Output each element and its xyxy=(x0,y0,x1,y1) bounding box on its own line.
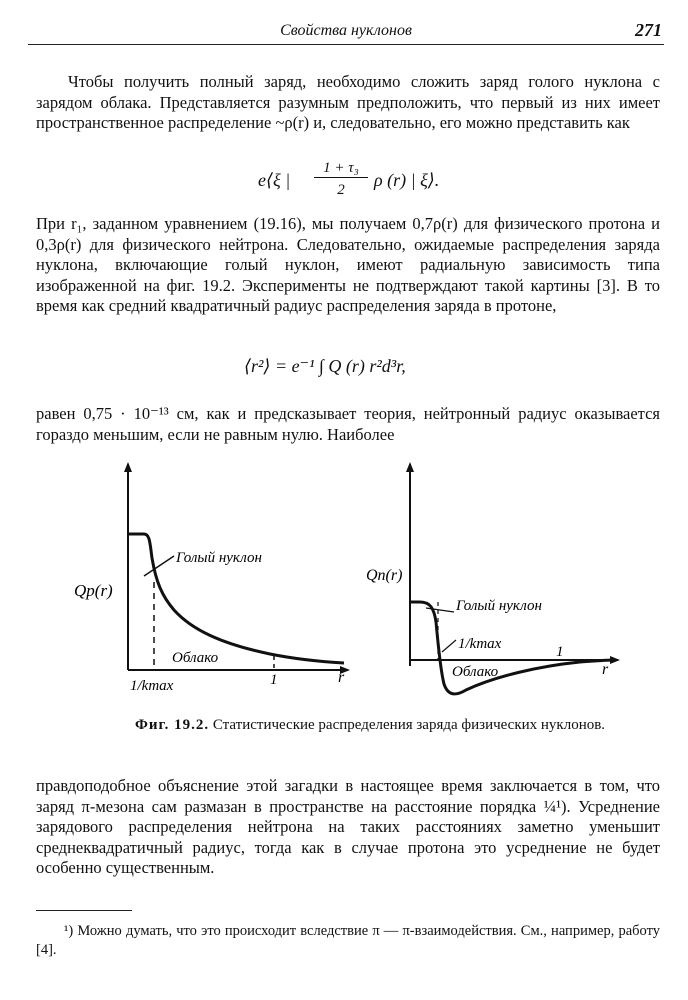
right-kmax-pointer xyxy=(442,640,456,652)
paragraph-1: Чтобы получить полный заряд, необходимо сложить заряд голого нуклона с зарядом облака. Представляется разумным предположить, что первый из них имеет пространственное распределение ~ρ(r) и, следовательно, его можно представить как xyxy=(36,72,660,132)
right-kmax-tick: 1/kmax xyxy=(458,636,502,652)
equation-1-suffix: ρ (r) | ξ⟩. xyxy=(374,170,440,190)
left-bare-pointer xyxy=(144,556,174,576)
left-y-arrow xyxy=(124,462,132,472)
proton-chart xyxy=(74,462,350,694)
right-ylabel: Qn(r) xyxy=(366,567,403,584)
left-ylabel: Qp(r) xyxy=(74,581,113,600)
footnote-rule xyxy=(36,910,132,911)
left-unit-tick: 1 xyxy=(270,672,278,688)
left-kmax-tick: 1/kmax xyxy=(130,678,174,694)
right-bare-label: Голый нуклон xyxy=(456,598,542,614)
figure-caption xyxy=(130,716,610,734)
paragraph-4: правдоподобное объяснение этой загадки в настоящее время заключается в том, что заряд π-мезона сам размазан в пространстве на расстояние порядка ¼¹). Усреднение зарядового распределения нейтрона на таких расстояниях заметно уменьшит среднеквадратичный радиус, тогда как в случае протона это усреднение не будет особенно существенным. xyxy=(36,776,660,877)
equation-1-denominator: 2 xyxy=(337,182,345,198)
running-title: Свойства нуклонов xyxy=(280,22,412,39)
neutron-chart xyxy=(366,462,620,694)
left-xlabel: r xyxy=(338,669,345,686)
left-bare-label: Голый нуклон xyxy=(176,550,262,566)
neutron-charge-curve xyxy=(410,602,614,694)
equation-1-prefix: e⟨ξ | xyxy=(258,170,291,190)
footnote: ¹) Можно думать, что это происходит вследствие π — π-взаимодействия. См., например, работу [4]. xyxy=(36,923,660,958)
page-header xyxy=(28,18,664,45)
paragraph-2: При r₁, заданном уравнением (19.16), мы получаем 0,7ρ(r) для физического протона и 0,3ρ(r) для физического нейтрона. Следовательно, ожидаемые распределения заряда нуклона, включающие голый нуклон, имеют радиальную зависимость типа изображенной на фиг. 19.2. Эксперименты не подтверждают такой картины [3]. В то время как средний квадратичный радиус распределения заряда в протоне, xyxy=(36,214,660,315)
right-cloud-label: Облако xyxy=(452,664,499,680)
right-y-arrow xyxy=(406,462,414,472)
page-number: 271 xyxy=(635,20,662,40)
left-cloud-label: Облако xyxy=(172,650,219,666)
equation-1-numerator: 1 + τ₃ xyxy=(314,160,368,178)
equation-2: ⟨r²⟩ = e⁻¹ ∫ Q (r) r²d³r, xyxy=(244,356,406,376)
figure-19-2 xyxy=(74,462,660,702)
paragraph-3: равен 0,75 · 10⁻¹³ см, как и предсказывает теория, нейтронный радиус оказывается гораздо меньшим, если не равным нулю. Наиболее xyxy=(36,404,660,444)
caption-label: Фиг. 19.2. xyxy=(134,717,210,733)
equation-1 xyxy=(258,160,458,204)
caption-text: Статистические распределения заряда физических нуклонов. xyxy=(212,717,606,733)
right-unit-tick: 1 xyxy=(556,644,564,660)
right-bare-pointer xyxy=(426,608,454,612)
right-xlabel: r xyxy=(602,661,609,678)
